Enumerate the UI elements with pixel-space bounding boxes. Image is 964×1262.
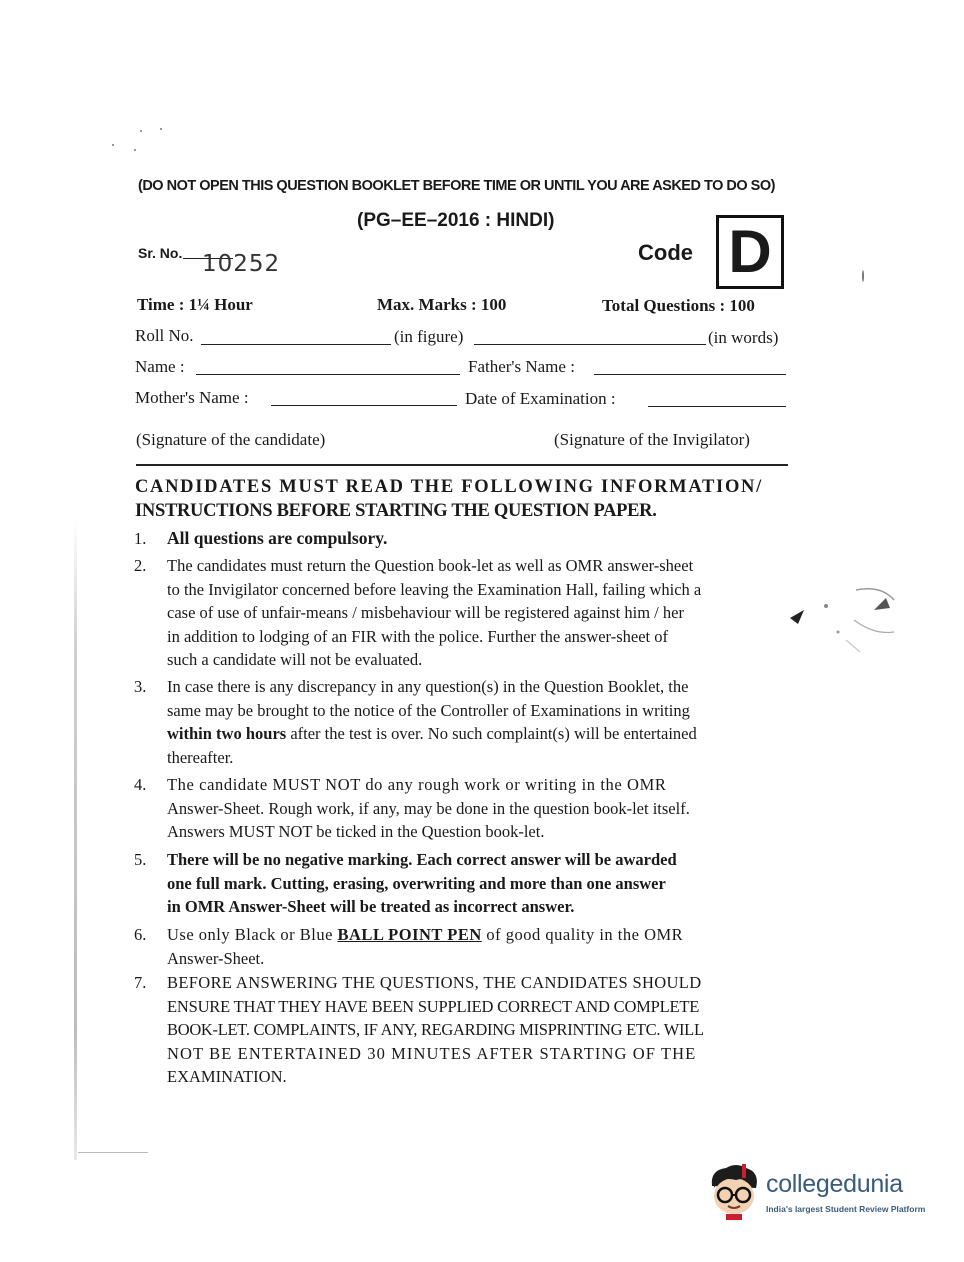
instruction-line: The candidates must return the Question book-let as well as OMR answer-sheet: [167, 556, 694, 575]
time-info: Time : 1¼ Hour: [137, 295, 253, 314]
instructions-heading-line1: CANDIDATES MUST READ THE FOLLOWING INFORMATION/: [135, 477, 763, 497]
instruction-item-1: [134, 527, 786, 551]
in-words-label: (in words): [708, 328, 779, 347]
name-field[interactable]: [196, 374, 460, 375]
instruction-line: case of use of unfair-means / misbehaviour will be registered against him / her: [167, 603, 684, 622]
partial-stamp-mark: [786, 580, 896, 660]
instruction-item-7: [134, 971, 786, 1089]
instruction-line: BOOK-LET. COMPLAINTS, IF ANY, REGARDING MISPRINTING ETC. WILL: [167, 1020, 704, 1039]
instruction-line: one full mark. Cutting, erasing, overwriting and more than one answer: [167, 873, 666, 893]
instruction-line: Answers MUST NOT be ticked in the Question book-let.: [167, 822, 545, 841]
instruction-number: 1.: [134, 529, 147, 548]
instruction-number: 6.: [134, 925, 147, 944]
total-questions-info: Total Questions : 100: [602, 296, 755, 315]
instruction-line: BEFORE ANSWERING THE QUESTIONS, THE CANDIDATES SHOULD: [167, 973, 702, 992]
instruction-number: 2.: [134, 556, 147, 575]
instruction-line: In case there is any discrepancy in any question(s) in the Question Booklet, the: [167, 677, 689, 696]
date-of-exam-label: Date of Examination :: [465, 389, 616, 408]
collegedunia-watermark: [706, 1160, 942, 1224]
instruction-emphasis: within two hours: [167, 724, 287, 743]
instruction-number: 5.: [134, 850, 147, 869]
father-name-field[interactable]: [594, 374, 786, 375]
instruction-line: NOT BE ENTERTAINED 30 MINUTES AFTER STARTING OF THE: [167, 1043, 697, 1063]
instruction-line: to the Invigilator concerned before leaving the Examination Hall, failing which a: [167, 579, 702, 599]
do-not-open-notice: (DO NOT OPEN THIS QUESTION BOOKLET BEFORE TIME OR UNTIL YOU ARE ASKED TO DO SO): [138, 178, 775, 194]
scan-speck: [160, 128, 162, 130]
brand-name: collegedunia: [766, 1170, 903, 1198]
instruction-line: There will be no negative marking. Each correct answer will be awarded: [167, 850, 677, 869]
instruction-item-3: [134, 675, 786, 769]
scan-speck: [134, 149, 136, 151]
serial-number-value: 10252: [202, 251, 281, 277]
scan-speck: [140, 130, 142, 132]
scan-speck: [112, 144, 114, 146]
instruction-number: 4.: [134, 775, 147, 794]
instruction-line: Use only Black or Blue: [167, 925, 338, 944]
scan-edge-shadow: [74, 520, 77, 1160]
instruction-line: after the test is over. No such complaint(s) will be entertained: [286, 724, 697, 743]
invigilator-signature-label: (Signature of the Invigilator): [554, 430, 750, 449]
roll-no-label: Roll No.: [135, 326, 194, 345]
mascot-icon: [706, 1162, 762, 1222]
instruction-line: The candidate MUST NOT do any rough work or writing in the OMR: [167, 775, 667, 794]
instruction-item-5: [134, 848, 786, 919]
instruction-line: of good quality in the OMR: [481, 925, 684, 944]
date-of-exam-field[interactable]: [648, 406, 786, 407]
instruction-line: such a candidate will not be evaluated.: [167, 650, 423, 669]
brand-tagline: India's largest Student Review Platform: [766, 1204, 926, 1214]
instruction-line: ENSURE THAT THEY HAVE BEEN SUPPLIED CORRECT AND COMPLETE: [167, 996, 700, 1016]
instruction-line: Answer-Sheet.: [167, 948, 265, 968]
serial-number-label: Sr. No.: [138, 245, 183, 261]
instruction-number: 3.: [134, 677, 147, 696]
instruction-line: same may be brought to the notice of the Controller of Examinations in writing: [167, 700, 690, 720]
code-label: Code: [638, 240, 693, 265]
scan-edge-foot: [78, 1152, 148, 1153]
instruction-line: thereafter.: [167, 747, 234, 767]
instruction-number: 7.: [134, 973, 147, 992]
mother-name-label: Mother's Name :: [135, 388, 249, 407]
instructions-heading: [135, 475, 790, 523]
section-divider: [136, 464, 788, 466]
roll-no-words-field[interactable]: [474, 344, 706, 345]
instruction-line: EXAMINATION.: [167, 1067, 287, 1086]
instruction-line: All questions are compulsory.: [167, 528, 388, 548]
scan-speck: [862, 270, 864, 282]
exam-title: (PG–EE–2016 : HINDI): [357, 210, 555, 231]
ball-point-pen-emphasis: BALL POINT PEN: [337, 925, 482, 944]
instruction-item-2: [134, 554, 786, 672]
in-figure-label: (in figure): [394, 327, 464, 346]
roll-no-figure-field[interactable]: [201, 344, 391, 345]
mother-name-field[interactable]: [271, 405, 457, 406]
instructions-heading-line2: INSTRUCTIONS BEFORE STARTING THE QUESTION PAPER.: [135, 501, 657, 521]
instruction-line: Answer-Sheet. Rough work, if any, may be done in the question book-let itself.: [167, 798, 690, 818]
code-box: D: [716, 215, 784, 289]
instruction-item-6: [134, 923, 786, 970]
father-name-label: Father's Name :: [468, 357, 575, 376]
instruction-line: in addition to lodging of an FIR with the police. Further the answer-sheet of: [167, 626, 668, 646]
instruction-line: in OMR Answer-Sheet will be treated as incorrect answer.: [167, 897, 575, 916]
candidate-signature-label: (Signature of the candidate): [136, 430, 326, 449]
instruction-item-4: [134, 773, 786, 844]
name-label: Name :: [135, 357, 185, 376]
max-marks-info: Max. Marks : 100: [377, 295, 507, 314]
